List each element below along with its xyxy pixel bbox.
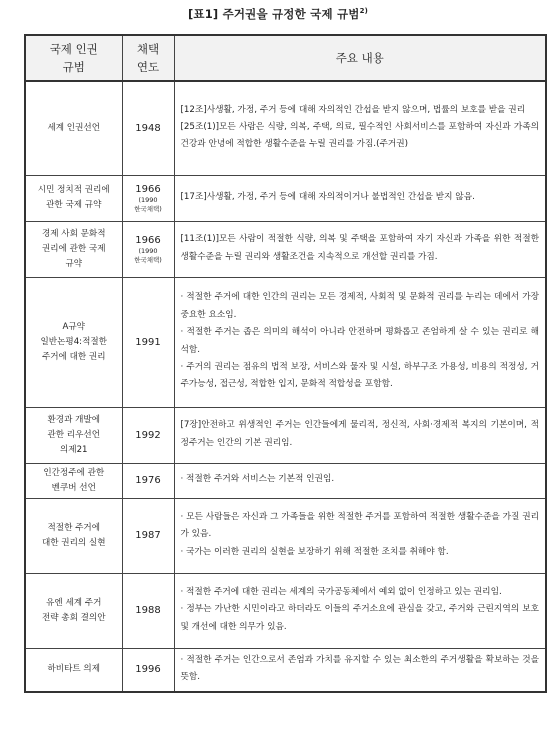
adoption-year-cell — [122, 648, 174, 692]
norm-name-cell: 하비타트 의제 — [25, 648, 122, 692]
table-caption: [표1] 주거권을 규정한 국제 규범$^{2)}$ — [187, 7, 369, 21]
table-header-row — [25, 35, 546, 81]
main-content-cell — [174, 175, 546, 221]
norm-name-cell: A규약 일반논평4:적절한 주거에 대한 권리 — [25, 277, 122, 407]
adoption-year: 1948 — [135, 122, 161, 134]
main-content-cell — [174, 648, 546, 692]
content-line: · 모든 사람들은 자신과 그 가족들을 위한 적절한 주거를 포함하여 적절한 생활수준을 가질 권리가 있음. — [180, 511, 539, 540]
header-content: 주요 내용 — [174, 35, 546, 81]
adoption-year: 1988 — [135, 605, 161, 616]
main-content-cell — [174, 407, 546, 463]
header-norm: 국제 인권 규범 — [25, 35, 122, 81]
adoption-note: (1990 한국채택) — [134, 246, 162, 264]
adoption-year: 1987 — [135, 530, 161, 541]
table-row — [25, 175, 546, 221]
content-line: · 적절한 주거에 대한 인간의 권리는 모든 경제적, 사회적 및 문화적 권리를 누리는 데에서 가장 중요한 요소임. — [180, 292, 539, 320]
norm-name-cell: 인간정주에 관한 벤쿠버 선언 — [25, 463, 122, 498]
content-line: · 정부는 가난한 시민이라고 하더라도 이들의 주거소요에 관심을 갖고, 주거와 근린지역의 보호 및 개선에 대한 의무가 있음. — [180, 604, 539, 632]
content-line: · 적절한 주거와 서비스는 기본적 인권임. — [180, 474, 335, 485]
content-line: · 국가는 이러한 권리의 실현을 보장하기 위해 적절한 조치를 취해야 함. — [180, 546, 449, 557]
norm-name-cell: 시민 정치적 권리에 관한 국제 규약 — [25, 175, 122, 221]
adoption-year: 1966 — [135, 234, 161, 246]
content-line: [17조]사생활, 가정, 주거 등에 대해 자의적이거나 불법적인 간섭을 받지 않음. — [180, 191, 475, 202]
adoption-year-cell — [122, 175, 174, 221]
adoption-year: 1966 — [135, 183, 161, 195]
norm-name-cell: 유엔 세계 주거 전략 총회 결의안 — [25, 573, 122, 648]
main-content-cell — [174, 81, 546, 175]
norm-name-cell: 세계 인권선언 — [25, 81, 122, 175]
adoption-year-cell — [122, 498, 174, 573]
table-row — [25, 277, 546, 407]
main-content-cell — [174, 221, 546, 277]
main-content-cell — [174, 463, 546, 498]
table-row — [25, 463, 546, 498]
adoption-note: (1990 한국채택) — [134, 195, 162, 213]
norm-name-cell: 경제 사회 문화적 권리에 관한 국제 규약 — [25, 221, 122, 277]
content-line: · 주거의 권리는 점유의 법적 보장, 서비스와 물자 및 시설, 하부구조 가용성, 비용의 적정성, 거주가능성, 접근성, 적합한 입지, 문화적 적합성을 포함함. — [180, 361, 539, 390]
norms-table — [24, 34, 547, 693]
main-content-cell — [174, 277, 546, 407]
adoption-year: 1992 — [135, 429, 161, 441]
table-row — [25, 407, 546, 463]
content-line: · 적절한 주거에 대한 권리는 세계의 국가공동체에서 예외 없이 인정하고 있는 권리임. — [180, 586, 502, 597]
table-row — [25, 498, 546, 573]
adoption-year-cell — [122, 463, 174, 498]
adoption-year-cell — [122, 573, 174, 648]
adoption-year: 1996 — [135, 664, 161, 676]
content-line: [25조(1)]모든 사람은 식량, 의복, 주택, 의료, 필수적인 사회서비스를 포함하여 자신과 가족의 건강과 안녕에 적합한 생활수준을 누릴 권리를 가짐.(주거권) — [180, 122, 539, 150]
adoption-year-cell — [122, 407, 174, 463]
content-line: [7장]안전하고 위생적인 주거는 인간들에게 물리적, 정신적, 사회·경제적 복지의 기본이며, 적정주거는 인간의 기본 권리임. — [180, 420, 539, 448]
table-row — [25, 221, 546, 277]
adoption-year: 1991 — [135, 336, 161, 348]
norm-name-cell: 적절한 주거에 대한 권리의 실현 — [25, 498, 122, 573]
adoption-year-cell — [122, 81, 174, 175]
adoption-year: 1976 — [135, 475, 161, 486]
header-year: 채택 연도 — [122, 35, 174, 81]
content-line: [12조]사생활, 가정, 주거 등에 대해 자의적인 간섭을 받지 않으며, 법률의 보호를 받을 권리 — [180, 104, 526, 115]
adoption-year-cell — [122, 221, 174, 277]
norm-name-cell: 환경과 개발에 관한 리우선언 의제21 — [25, 407, 122, 463]
main-content-cell — [174, 498, 546, 573]
adoption-year-cell — [122, 277, 174, 407]
table-row — [25, 648, 546, 692]
table-row — [25, 573, 546, 648]
content-line: · 적절한 주거는 인간으로서 존엄과 가치를 유지할 수 있는 최소한의 주거생활을 확보하는 것을 뜻함. — [180, 654, 539, 683]
content-line: [11조(1)]모든 사람이 적절한 식량, 의복 및 주택을 포함하여 자기 자신과 가족을 위한 적절한 생활수준을 누릴 권리와 생활조건을 지속적으로 개선할 권리를 가짐. — [180, 234, 539, 262]
content-line: · 적절한 주거는 좁은 의미의 해석이 아니라 안전하며 평화롭고 존엄하게 살 수 있는 권리로 해석함. — [180, 327, 539, 355]
main-content-cell — [174, 573, 546, 648]
table-row — [25, 81, 546, 175]
